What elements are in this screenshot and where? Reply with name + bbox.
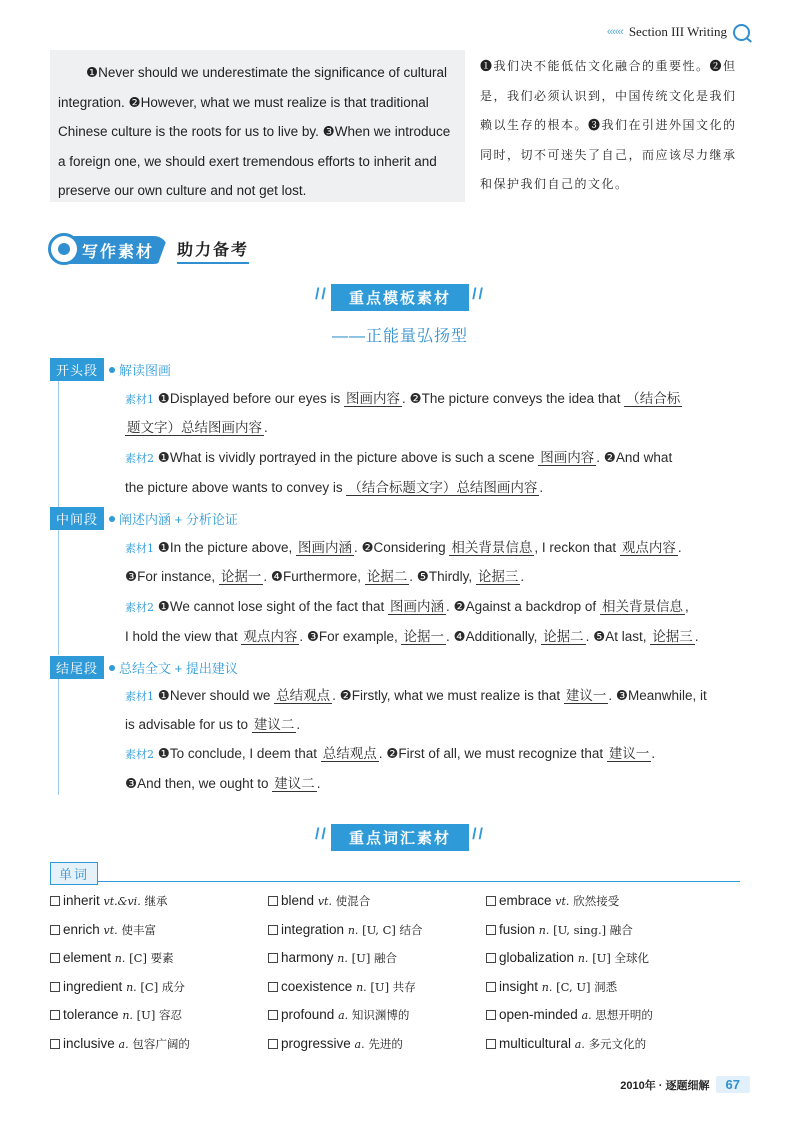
checkbox-icon xyxy=(486,925,496,935)
vocab-pos: n. xyxy=(122,1009,133,1022)
line-text: ❶Never should we xyxy=(157,688,275,703)
line-text: ❶In the picture above, xyxy=(157,540,296,555)
writing-material-banner xyxy=(50,236,249,264)
fill-blank: 论据二 xyxy=(366,569,408,584)
bullet-dot-icon xyxy=(109,665,115,671)
middle-tag xyxy=(50,507,238,530)
line-text: . xyxy=(520,569,525,584)
checkbox-icon xyxy=(268,1039,278,1049)
line-text: . ❸For example, xyxy=(299,629,402,644)
fill-blank: 建议一 xyxy=(565,688,607,703)
fill-blank: 论据二 xyxy=(543,629,584,644)
vocab-meaning: 使丰富 xyxy=(121,922,156,937)
line-text: . ❹Furthermore, xyxy=(263,569,365,584)
template-line xyxy=(125,418,730,438)
opening-tag xyxy=(50,358,171,381)
vocab-item xyxy=(486,1005,704,1026)
line-text: . xyxy=(316,776,321,791)
ending-tag xyxy=(50,656,238,679)
fill-blank: 图画内涵 xyxy=(297,540,352,555)
vocab-section-title: // 重点词汇素材 // xyxy=(331,824,469,851)
line-text: . ❷The picture conveys the idea that xyxy=(401,391,625,406)
vocab-pos: n. xyxy=(577,952,589,965)
line-text: . ❷Firstly, what we must realize is that xyxy=(332,688,564,703)
vocab-item xyxy=(50,891,268,912)
checkbox-icon xyxy=(268,982,278,992)
ending-desc: 总结全文 + 提出建议 xyxy=(119,661,238,676)
vocab-meaning: 多元文化的 xyxy=(588,1036,647,1051)
magnifier-icon xyxy=(48,233,80,265)
chinese-quote: ❶我们决不能低估文化融合的重要性。❷但是，我们必须认识到，中国传统文化是我们赖以生存的根本。❸我们在引进外国文化的同时，切不可迷失了自己，而应该尽力继承和保护我们自己的文化。 xyxy=(480,59,737,191)
vocab-word: globalization xyxy=(499,950,575,965)
material-label: 素材1 xyxy=(125,690,154,703)
section-title: Section III Writing xyxy=(628,24,727,39)
checkbox-icon xyxy=(268,925,278,935)
vocab-ribbon xyxy=(0,824,800,851)
vocab-word: ingredient xyxy=(63,978,123,994)
checkbox-icon xyxy=(50,925,60,935)
checkbox-icon xyxy=(486,982,496,992)
line-text: ❸And then, we ought to xyxy=(125,776,273,791)
vocab-pos: n. xyxy=(356,980,367,994)
vocab-item xyxy=(50,1005,268,1026)
bullet-dot-icon xyxy=(109,516,115,522)
fill-blank: 论据三 xyxy=(477,569,519,584)
vocab-word: inclusive xyxy=(63,1035,115,1051)
page-footer xyxy=(620,1076,750,1093)
template-line xyxy=(125,627,730,647)
fill-blank: 总结观点 xyxy=(276,688,331,703)
vocab-pos: vt. xyxy=(103,923,118,937)
vocab-meaning: [U] 全球化 xyxy=(592,951,650,965)
banner-pill xyxy=(50,236,168,264)
template-ribbon xyxy=(0,284,800,311)
vocab-pos: a. xyxy=(581,1009,592,1022)
template-line xyxy=(125,774,730,794)
fill-blank: 建议二 xyxy=(274,776,315,791)
vocab-word: inherit xyxy=(63,893,100,908)
vocab-item xyxy=(486,1034,704,1055)
banner-subtitle: 助力备考 xyxy=(177,237,249,264)
english-quote: ❶Never should we underestimate the significance of cultural integration. ❷However, what we must realize is that traditional Chinese culture is the roots for us to live by. ❸When we introduce a foreign one, we should exert tremendous efforts to inherit and preserve our own culture and not get lost. xyxy=(58,65,451,198)
middle-desc: 阐述内涵 + 分析论证 xyxy=(119,512,238,527)
material-label: 素材1 xyxy=(125,542,154,555)
fill-blank: 相关背景信息 xyxy=(451,540,533,555)
english-quote-box xyxy=(50,50,465,202)
vocab-item xyxy=(50,1034,268,1055)
footer-label: 2010年 · 逐题细解 xyxy=(620,1079,710,1092)
vocab-meaning: [C] 要素 xyxy=(129,951,174,965)
template-subtitle: ——正能量弘扬型 xyxy=(331,328,468,345)
checkbox-icon xyxy=(486,896,496,906)
vocab-item xyxy=(268,948,486,969)
fill-blank: 相关背景信息 xyxy=(601,599,683,614)
fill-blank: 观点内容 xyxy=(621,540,676,555)
vocab-word: harmony xyxy=(281,950,334,965)
checkbox-icon xyxy=(50,982,60,992)
vocab-header xyxy=(50,862,740,882)
line-text: ❶What is vividly portrayed in the picture above is such a scene xyxy=(157,450,539,465)
vocab-pos: a. xyxy=(338,1009,349,1022)
line-text: . ❷Against a backdrop of xyxy=(446,599,600,614)
checkbox-icon xyxy=(50,953,60,963)
vocab-meaning: 知识渊博的 xyxy=(351,1008,410,1022)
template-line xyxy=(125,715,730,735)
fill-blank: 总结观点 xyxy=(322,746,377,761)
fill-blank: （结合标题文字）总结图画内容 xyxy=(348,480,538,495)
vocab-pos: vt.&vi. xyxy=(103,895,141,908)
vocab-item xyxy=(268,1005,486,1026)
vocab-item xyxy=(268,920,486,941)
vocab-word: coexistence xyxy=(281,978,353,994)
template-line xyxy=(125,538,730,559)
line-text: . ❷And what xyxy=(596,450,673,465)
template-line xyxy=(125,567,730,587)
vocab-word: tolerance xyxy=(63,1007,119,1022)
line-text: ❸For instance, xyxy=(125,569,219,584)
line-text: . ❷First of all, we must recognize that xyxy=(378,746,607,761)
template-line xyxy=(125,389,730,410)
line-text: . ❺Thirdly, xyxy=(409,569,476,584)
vocab-meaning: [U, sing.] 融合 xyxy=(553,922,633,937)
vocab-item xyxy=(268,891,486,912)
line-text: the picture above wants to convey is xyxy=(125,480,347,495)
fill-blank: 题文字）总结图画内容 xyxy=(127,420,262,435)
checkbox-icon xyxy=(268,1010,278,1020)
page-number: 67 xyxy=(716,1076,750,1093)
vocab-item xyxy=(486,920,704,941)
fill-blank: 图画内容 xyxy=(540,450,595,465)
opening-label: 开头段 xyxy=(50,358,104,381)
vocab-item xyxy=(50,920,268,941)
line-text: . xyxy=(694,629,699,644)
vocab-item xyxy=(50,948,268,969)
vocab-meaning: 先进的 xyxy=(368,1036,403,1051)
vocab-pos: vt. xyxy=(317,895,332,908)
template-line xyxy=(125,686,730,707)
vocab-word: integration xyxy=(281,921,345,937)
vocab-item xyxy=(486,977,704,998)
template-line xyxy=(125,448,730,469)
material-label: 素材2 xyxy=(125,601,154,614)
vocab-pos: a. xyxy=(574,1037,585,1051)
fill-blank: 论据三 xyxy=(652,629,693,644)
chinese-translation xyxy=(480,52,738,200)
line-text: . ❷Considering xyxy=(353,540,450,555)
line-text: I hold the view that xyxy=(125,629,242,644)
line-text: . xyxy=(264,420,268,435)
vocab-meaning: 继承 xyxy=(144,894,168,908)
vocab-pos: n. xyxy=(337,952,348,965)
vocab-pos: a. xyxy=(354,1037,365,1051)
bullet-dot-icon xyxy=(109,367,115,373)
opening-guide-line xyxy=(58,378,59,508)
vocab-meaning: [U] 共存 xyxy=(370,979,416,994)
vocab-pos: vt. xyxy=(555,895,570,908)
vocab-meaning: [C, U] 洞悉 xyxy=(556,979,618,994)
vocab-meaning: [C] 成分 xyxy=(140,979,185,994)
line-text: . xyxy=(677,540,682,555)
line-text: . ❹Additionally, xyxy=(445,629,542,644)
fill-blank: 观点内容 xyxy=(243,629,298,644)
vocab-pos: n. xyxy=(126,980,137,994)
checkbox-icon xyxy=(486,1039,496,1049)
vocab-item xyxy=(268,1034,486,1055)
vocab-meaning: 使混合 xyxy=(335,894,371,908)
search-icon xyxy=(733,24,750,41)
vocab-meaning: [U] 容忍 xyxy=(136,1008,182,1022)
checkbox-icon xyxy=(268,953,278,963)
vocab-word: insight xyxy=(499,978,539,994)
template-line xyxy=(125,744,730,765)
vocab-word: multicultural xyxy=(499,1035,572,1051)
vocab-meaning: 思想开明的 xyxy=(595,1008,653,1022)
vocab-meaning: [U, C] 结合 xyxy=(362,922,423,937)
vocab-meaning: 欣然接受 xyxy=(573,894,620,908)
checkbox-icon xyxy=(486,1010,496,1020)
line-text: . xyxy=(651,746,656,761)
vocab-word: fusion xyxy=(499,921,536,937)
vocab-pos: n. xyxy=(538,923,550,937)
material-label: 素材2 xyxy=(125,748,154,761)
checkbox-icon xyxy=(268,896,278,906)
vocab-item xyxy=(50,977,268,998)
line-text: ❶Displayed before our eyes is xyxy=(157,391,344,406)
fill-blank: 图画内容 xyxy=(345,391,400,406)
line-text: , xyxy=(684,599,689,614)
line-text: , I reckon that xyxy=(534,540,620,555)
line-text: . ❺At last, xyxy=(585,629,651,644)
vocab-word: profound xyxy=(281,1007,335,1022)
vocab-item xyxy=(486,891,704,912)
fill-blank: 论据一 xyxy=(220,569,262,584)
vocab-word: element xyxy=(63,950,112,965)
line-text: ❶We cannot lose sight of the fact that xyxy=(157,599,388,614)
line-text: . ❸Meanwhile, it xyxy=(608,688,707,703)
line-text: . xyxy=(539,480,544,495)
vocab-pos: n. xyxy=(541,980,553,994)
fill-blank: 论据一 xyxy=(403,629,444,644)
line-text: . xyxy=(296,717,301,732)
vocab-head-label: 单词 xyxy=(50,862,98,885)
line-text: is advisable for us to xyxy=(125,717,252,732)
vocab-word: blend xyxy=(281,893,315,908)
banner-title: 写作素材 xyxy=(82,243,155,261)
arrow-decoration-icon: ‹‹‹‹‹‹ xyxy=(606,26,623,38)
vocab-word: embrace xyxy=(499,893,552,908)
checkbox-icon xyxy=(50,1010,60,1020)
vocab-meaning: [U] 融合 xyxy=(351,951,397,965)
vocab-word: progressive xyxy=(281,1035,351,1051)
fill-blank: （结合标 xyxy=(626,391,681,406)
vocab-grid xyxy=(50,891,740,1055)
opening-desc: 解读图画 xyxy=(119,363,172,378)
vocab-item xyxy=(268,977,486,998)
checkbox-icon xyxy=(50,1039,60,1049)
middle-guide-line xyxy=(58,527,59,655)
fill-blank: 建议二 xyxy=(253,717,295,732)
vocab-word: open-minded xyxy=(499,1007,578,1022)
checkbox-icon xyxy=(50,896,60,906)
material-label: 素材1 xyxy=(125,393,154,406)
material-label: 素材2 xyxy=(125,452,154,465)
fill-blank: 建议一 xyxy=(608,746,650,761)
ending-label: 结尾段 xyxy=(50,656,104,679)
template-section-title: // 重点模板素材 // xyxy=(331,284,469,311)
vocab-pos: n. xyxy=(114,952,126,965)
ending-guide-line xyxy=(58,675,59,795)
vocab-meaning: 包容广阔的 xyxy=(132,1036,190,1051)
middle-label: 中间段 xyxy=(50,507,104,530)
line-text: ❶To conclude, I deem that xyxy=(157,746,321,761)
template-line xyxy=(125,478,730,498)
vocab-item xyxy=(486,948,704,969)
vocab-pos: n. xyxy=(347,923,359,937)
checkbox-icon xyxy=(486,953,496,963)
fill-blank: 图画内涵 xyxy=(390,599,444,614)
page-header xyxy=(607,22,750,42)
vocab-word: enrich xyxy=(63,921,100,937)
template-line xyxy=(125,597,730,618)
vocab-pos: a. xyxy=(118,1037,129,1051)
